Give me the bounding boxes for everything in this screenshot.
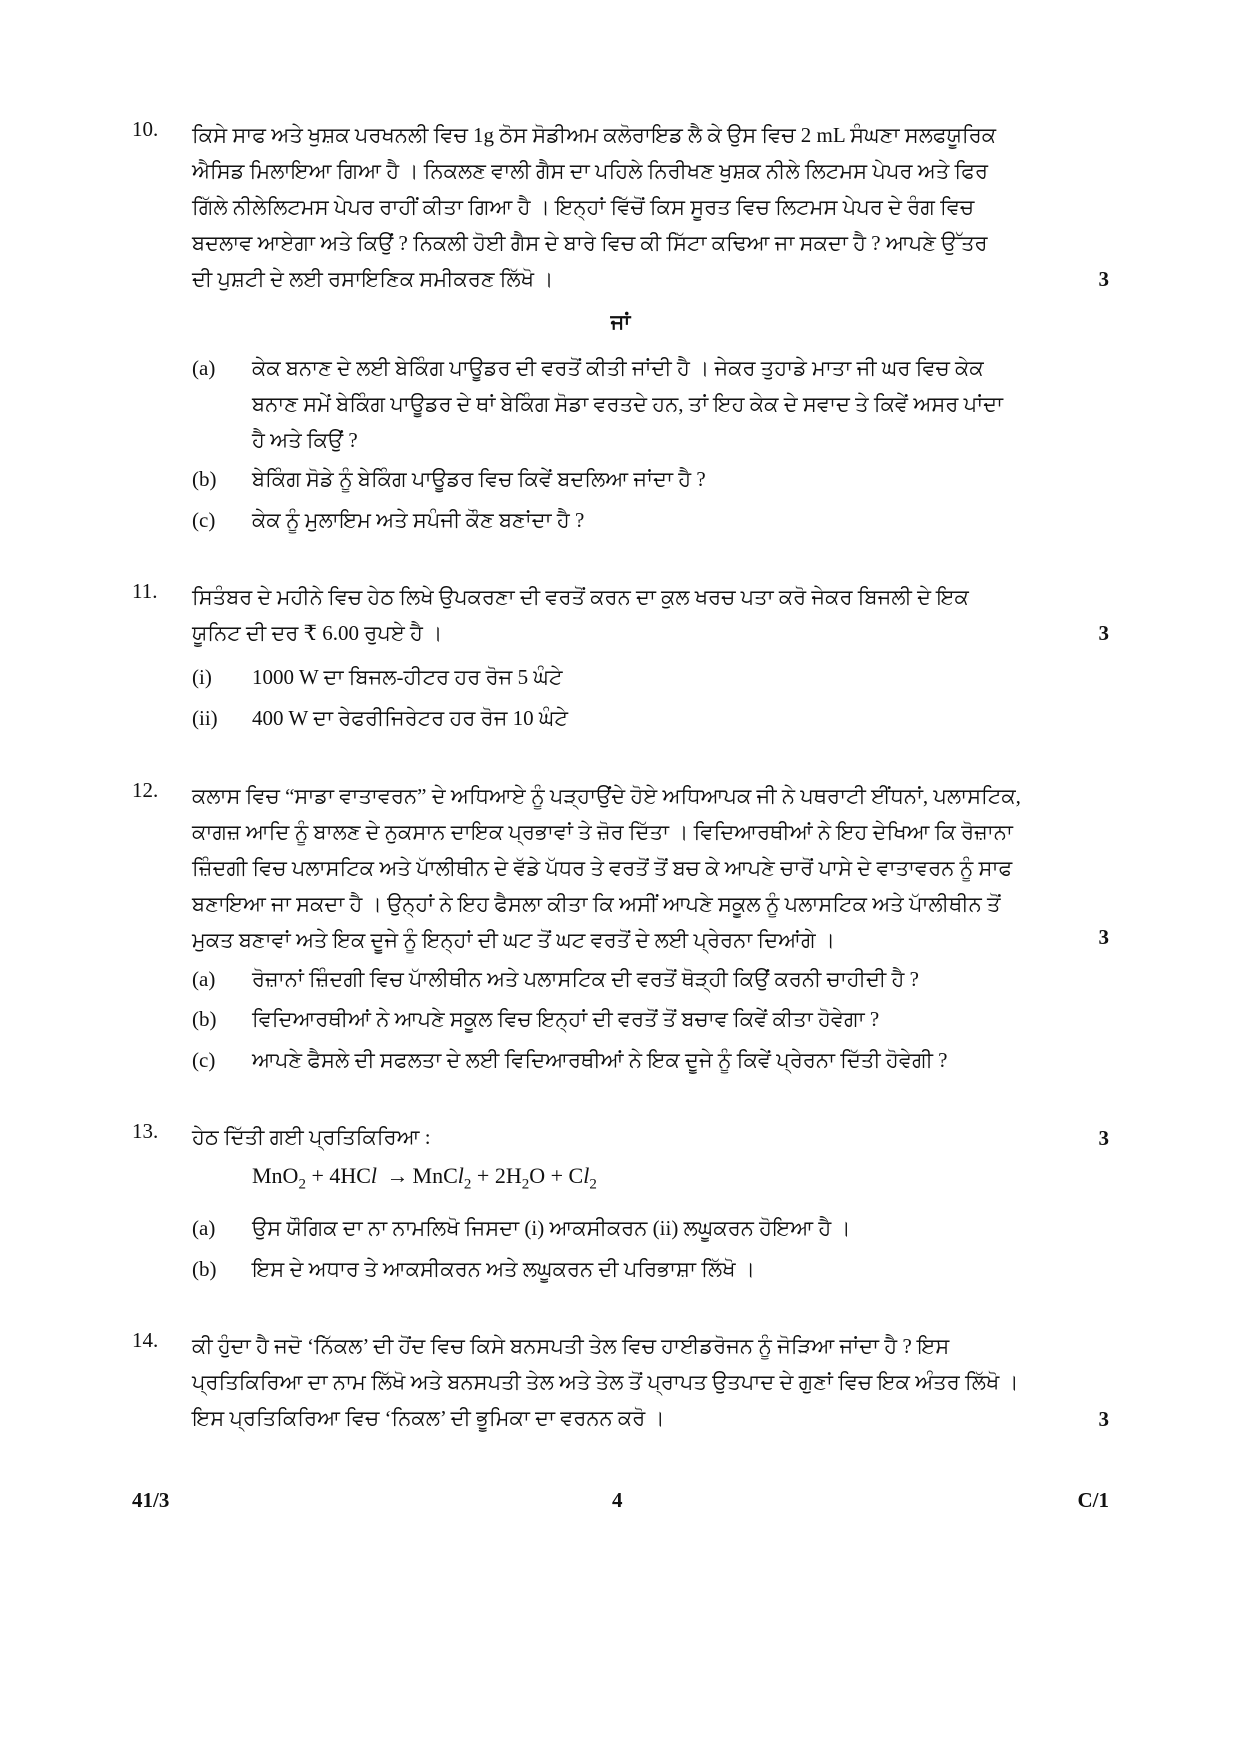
sub-question-label: (a) <box>192 356 216 380</box>
sub-question-b <box>192 461 1072 497</box>
sub-question-label: (ii) <box>192 706 218 730</box>
question-line: ਕਿਸੇ ਸਾਫ ਅਤੇ ਖੁਸ਼ਕ ਪਰਖਨਲੀ ਵਿਚ 1g ਠੋਸ ਸੋਡੀਅਮ ਕਲੋਰਾਇਡ ਲੈ ਕੇ ਉਸ ਵਿਚ 2 mL ਸੰਘਣਾ ਸਲਫਯੂਰਿਕ <box>192 123 997 147</box>
question-line: ਕੀ ਹੁੰਦਾ ਹੈ ਜਦੋ ‘ਨਿੱਕਲ’ ਦੀ ਹੋਂਦ ਵਿਚ ਕਿਸੇ ਬਨਸਪਤੀ ਤੇਲ ਵਿਚ ਹਾਈਡਰੋਜਨ ਨੂੰ ਜੋੜਿਆ ਜਾਂਦਾ ਹੈ ? ਇਸ <box>192 1334 950 1358</box>
equation-term: l <box>583 1163 590 1188</box>
paper-code: 41/3 <box>132 1488 170 1512</box>
sub-question-line: ਇਸ ਦੇ ਅਧਾਰ ਤੇ ਆਕਸੀਕਰਨ ਅਤੇ ਲਘੂਕਰਨ ਦੀ ਪਰਿਭਾਸ਼ਾ ਲਿੱਖੋ । <box>252 1257 755 1281</box>
reaction-arrow: → <box>386 1163 409 1188</box>
question-line: ਬਣਾਇਆ ਜਾ ਸਕਦਾ ਹੈ । ਉਨ੍ਹਾਂ ਨੇ ਇਹ ਫੈਸਲਾ ਕੀਤਾ ਕਿ ਅਸੀਂ ਆਪਣੇ ਸਕੂਲ ਨੂੰ ਪਲਾਸਟਿਕ ਅਤੇ ਪਾੱਲੀਥੀਨ ਤੋਂ <box>192 892 1001 916</box>
equation-subscript: 2 <box>589 1176 597 1193</box>
question-10 <box>132 117 1088 297</box>
sub-question-label: (i) <box>192 665 212 689</box>
equation-subscript: 2 <box>298 1176 306 1193</box>
question-line: ਇਸ ਪ੍ਰਤਿਕਿਰਿਆ ਵਿਚ ‘ਨਿਕਲ’ ਦੀ ਭੂਮਿਕਾ ਦਾ ਵਰਨਨ ਕਰੋ । <box>192 1406 665 1430</box>
question-13 <box>132 1119 1088 1155</box>
sub-question-text <box>252 350 1072 458</box>
sub-question-i <box>192 659 1072 695</box>
question-text <box>192 117 1088 297</box>
sub-question-line: ਕੇਕ ਬਨਾਣ ਦੇ ਲਈ ਬੇਕਿੰਗ ਪਾਊਡਰ ਦੀ ਵਰਤੋਂ ਕੀਤੀ ਜਾਂਦੀ ਹੈ । ਜੇਕਰ ਤੁਹਾਡੇ ਮਾਤਾ ਜੀ ਘਰ ਵਿਚ ਕੇਕ <box>252 356 984 380</box>
question-line: ਜ਼ਿੰਦਗੀ ਵਿਚ ਪਲਾਸਟਿਕ ਅਤੇ ਪਾੱਲੀਥੀਨ ਦੇ ਵੱਡੇ ਪੱਧਰ ਤੇ ਵਰਤੋਂ ਤੋਂ ਬਚ ਕੇ ਆਪਣੇ ਚਾਰੋਂ ਪਾਸੇ ਦੇ ਵਾਤਾਵਰਨ ਨੂੰ ਸਾਫ <box>192 856 1013 880</box>
sub-question-line: ਹੈ ਅਤੇ ਕਿਉਂ ? <box>252 428 358 452</box>
marks: 3 <box>1098 267 1109 291</box>
sub-question-a <box>192 350 1072 458</box>
chemical-equation <box>252 1163 597 1193</box>
equation-term: O + C <box>529 1163 584 1188</box>
equation-term: + 4HC <box>305 1163 371 1188</box>
question-line: ਐਸਿਡ ਮਿਲਾਇਆ ਗਿਆ ਹੈ । ਨਿਕਲਣ ਵਾਲੀ ਗੈਸ ਦਾ ਪਹਿਲੇ ਨਿਰੀਖਣ ਖੁਸ਼ਕ ਨੀਲੇ ਲਿਟਮਸ ਪੇਪਰ ਅਤੇ ਫਿਰ <box>192 159 989 183</box>
set-code: C/1 <box>1077 1488 1109 1512</box>
question-line: ਬਦਲਾਵ ਆਏਗਾ ਅਤੇ ਕਿਉਂ ? ਨਿਕਲੀ ਹੋਈ ਗੈਸ ਦੇ ਬਾਰੇ ਵਿਚ ਕੀ ਸਿੱਟਾ ਕਢਿਆ ਜਾ ਸਕਦਾ ਹੈ ? ਆਪਣੇ ਉੱਤਰ <box>192 231 988 255</box>
sub-question-line: ਬੇਕਿੰਗ ਸੋਡੇ ਨੂੰ ਬੇਕਿੰਗ ਪਾਊਡਰ ਵਿਚ ਕਿਵੇਂ ਬਦਲਿਆ ਜਾਂਦਾ ਹੈ ? <box>252 467 706 491</box>
question-line: ਕਲਾਸ ਵਿਚ “ਸਾਡਾ ਵਾਤਾਵਰਨ” ਦੇ ਅਧਿਆਏ ਨੂੰ ਪੜ੍ਹਾਉਂਦੇ ਹੋਏ ਅਧਿਆਪਕ ਜੀ ਨੇ ਪਥਰਾਟੀ ਈਂਧਨਾਂ, ਪਲਾਸਟਿਕ, <box>192 784 1021 808</box>
question-number: 10. <box>132 117 159 141</box>
sub-question-label: (b) <box>192 1007 217 1031</box>
question-line: ਦੀ ਪੁਸ਼ਟੀ ਦੇ ਲਈ ਰਸਾਇਣਿਕ ਸਮੀਕਰਣ ਲਿੱਖੋ । <box>192 267 554 291</box>
question-line: ਸਿਤੰਬਰ ਦੇ ਮਹੀਨੇ ਵਿਚ ਹੇਠ ਲਿਖੇ ਉਪਕਰਣਾ ਦੀ ਵਰਤੋਂ ਕਰਨ ਦਾ ਕੁਲ ਖਰਚ ਪਤਾ ਕਰੋ ਜੇਕਰ ਬਿਜਲੀ ਦੇ ਇਕ <box>192 585 969 609</box>
sub-question-label: (c) <box>192 1048 216 1072</box>
sub-question-label: (a) <box>192 967 216 991</box>
sub-question-line: ਰੋਜ਼ਾਨਾਂ ਜ਼ਿੰਦਗੀ ਵਿਚ ਪਾੱਲੀਥੀਨ ਅਤੇ ਪਲਾਸਟਿਕ ਦੀ ਵਰਤੋਂ ਥੋੜ੍ਹੀ ਕਿਉਂ ਕਰਨੀ ਚਾਹੀਦੀ ਹੈ ? <box>252 967 919 991</box>
page-number: 4 <box>612 1488 623 1512</box>
equation-term: + 2H <box>471 1163 522 1188</box>
marks: 3 <box>1098 1407 1109 1431</box>
sub-question-line: ਬਨਾਣ ਸਮੇਂ ਬੇਕਿੰਗ ਪਾਊਡਰ ਦੇ ਥਾਂ ਬੇਕਿੰਗ ਸੋਡਾ ਵਰਤਦੇ ਹਨ, ਤਾਂ ਇਹ ਕੇਕ ਦੇ ਸਵਾਦ ਤੇ ਕਿਵੇਂ ਅਸਰ ਪਾਂਦਾ <box>252 392 1004 416</box>
equation-term: l <box>370 1163 378 1188</box>
marks: 3 <box>1098 1126 1109 1150</box>
sub-question-ii <box>192 700 1072 736</box>
question-text <box>192 1119 1088 1155</box>
equation-term: MnC <box>412 1163 458 1188</box>
question-text <box>192 579 1088 651</box>
sub-question-line: ਵਿਦਿਆਰਥੀਆਂ ਨੇ ਆਪਣੇ ਸਕੂਲ ਵਿਚ ਇਨ੍ਹਾਂ ਦੀ ਵਰਤੋਂ ਤੋਂ ਬਚਾਵ ਕਿਵੇਂ ਕੀਤਾ ਹੋਵੇਗਾ ? <box>252 1007 880 1031</box>
sub-question-a <box>192 961 1072 997</box>
question-number: 13. <box>132 1119 159 1143</box>
question-line: ਯੂਨਿਟ ਦੀ ਦਰ ₹ 6.00 ਰੁਪਏ ਹੈ । <box>192 621 443 645</box>
sub-question-b <box>192 1251 1072 1287</box>
sub-question-line: ਆਪਣੇ ਫੈਸਲੇ ਦੀ ਸਫਲਤਾ ਦੇ ਲਈ ਵਿਦਿਆਰਥੀਆਂ ਨੇ ਇਕ ਦੂਜੇ ਨੂੰ ਕਿਵੇਂ ਪ੍ਰੇਰਨਾ ਦਿੱਤੀ ਹੋਵੇਗੀ ? <box>252 1048 948 1072</box>
question-text <box>192 1328 1088 1436</box>
question-12 <box>132 778 1088 958</box>
question-line: ਹੇਠ ਦਿੱਤੀ ਗਈ ਪ੍ਰਤਿਕਿਰਿਆ : <box>192 1125 431 1149</box>
sub-question-label: (b) <box>192 1257 217 1281</box>
sub-question-line: ਉਸ ਯੌਗਿਕ ਦਾ ਨਾ ਨਾਮਲਿਖੋ ਜਿਸਦਾ (i) ਆਕਸੀਕਰਨ (ii) ਲਘੂਕਰਨ ਹੋਇਆ ਹੈ । <box>252 1216 851 1240</box>
sub-question-line: 400 W ਦਾ ਰੇਫਰੀਜਿਰੇਟਰ ਹਰ ਰੋਜ 10 ਘੰਟੇ <box>252 706 569 730</box>
sub-question-label: (c) <box>192 508 216 532</box>
question-number: 11. <box>132 579 158 603</box>
question-number: 12. <box>132 778 159 802</box>
sub-question-label: (a) <box>192 1216 216 1240</box>
sub-question-a <box>192 1210 1072 1246</box>
sub-question-line: ਕੇਕ ਨੂੰ ਮੁਲਾਇਮ ਅਤੇ ਸਪੰਜੀ ਕੌਣ ਬਣਾਂਦਾ ਹੈ ? <box>252 508 585 532</box>
marks: 3 <box>1098 925 1109 949</box>
question-number: 14. <box>132 1328 159 1352</box>
question-line: ਪ੍ਰਤਿਕਿਰਿਆ ਦਾ ਨਾਮ ਲਿੱਖੋ ਅਤੇ ਬਨਸਪਤੀ ਤੇਲ ਅਤੇ ਤੇਲ ਤੋਂ ਪ੍ਰਾਪਤ ਉਤਪਾਦ ਦੇ ਗੁਣਾਂ ਵਿਚ ਇਕ ਅੰਤਰ ਲਿੱਖੋ । <box>192 1370 1019 1394</box>
equation-term: l <box>457 1163 464 1188</box>
sub-question-c <box>192 1042 1072 1078</box>
question-line: ਕਾਗਜ਼ ਆਦਿ ਨੂੰ ਬਾਲਣ ਦੇ ਨੁਕਸਾਨ ਦਾਇਕ ਪ੍ਰਭਾਵਾਂ ਤੇ ਜ਼ੋਰ ਦਿੱਤਾ । ਵਿਦਿਆਰਥੀਆਂ ਨੇ ਇਹ ਦੇਖਿਆ ਕਿ ਰੋਜ਼ਾਨਾ <box>192 820 1013 844</box>
marks: 3 <box>1098 621 1109 645</box>
or-separator: ਜਾਂ <box>610 310 631 334</box>
equation-subscript: 2 <box>463 1176 472 1193</box>
sub-question-c <box>192 502 1072 538</box>
question-line: ਗਿੱਲੇ ਨੀਲੇਲਿਟਮਸ ਪੇਪਰ ਰਾਹੀਂ ਕੀਤਾ ਗਿਆ ਹੈ । ਇਨ੍ਹਾਂ ਵਿੱਚੋਂ ਕਿਸ ਸੂਰਤ ਵਿਚ ਲਿਟਮਸ ਪੇਪਰ ਦੇ ਰੰਗ ਵਿਚ <box>192 195 975 219</box>
equation-term: MnO <box>252 1163 299 1188</box>
sub-question-b <box>192 1001 1072 1037</box>
question-text <box>192 778 1088 958</box>
question-14 <box>132 1328 1088 1436</box>
equation-subscript: 2 <box>521 1176 530 1193</box>
sub-question-line: 1000 W ਦਾ ਬਿਜਲ-ਹੀਟਰ ਹਰ ਰੋਜ 5 ਘੰਟੇ <box>252 665 563 689</box>
question-11 <box>132 579 1088 651</box>
sub-question-label: (b) <box>192 467 217 491</box>
question-line: ਮੁਕਤ ਬਣਾਵਾਂ ਅਤੇ ਇਕ ਦੂਜੇ ਨੂੰ ਇਨ੍ਹਾਂ ਦੀ ਘਟ ਤੋਂ ਘਟ ਵਰਤੋਂ ਦੇ ਲਈ ਪ੍ਰੇਰਨਾ ਦਿਆਂਗੇ । <box>192 928 836 952</box>
